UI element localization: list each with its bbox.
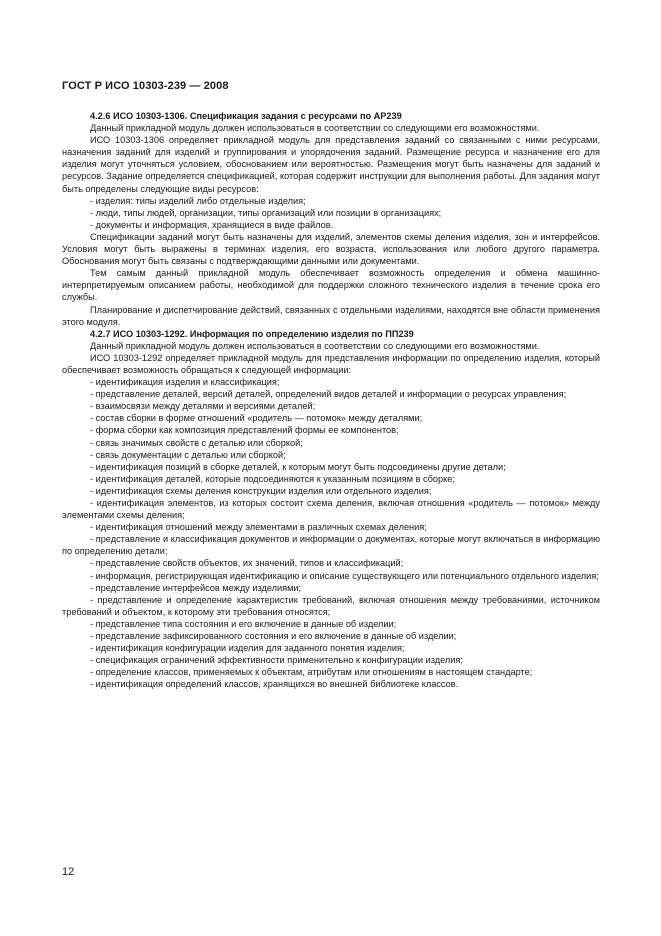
list-item: - представление деталей, версий деталей, определений видов деталей и информации о ресурсах управления;: [90, 389, 567, 400]
paragraph: Данный прикладной модуль должен использоваться в соответствии со следующими его возможностями.: [90, 123, 540, 134]
list-item: - определение классов, применяемых к объектам, атрибутам или отношениям в настоящем стандарте;: [90, 667, 533, 678]
list-item: - спецификация ограничений эффективности применительно к конфигурации изделия;: [90, 655, 463, 666]
list-item: - идентификация схемы деления конструкции изделия или отдельного изделия;: [90, 485, 432, 496]
list-item: - представление интерфейсов между изделиями;: [90, 582, 302, 593]
list-item: - идентификация отношений между элементами в различных схемах деления;: [90, 522, 427, 533]
list-item: - представление зафиксированного состояния и его включение в данные об изделии;: [90, 631, 457, 642]
list-item: - представление свойств объектов, их значений, типов и классификаций;: [90, 558, 404, 569]
list-item: - представление типа состояния и его включение в данные об изделии;: [90, 618, 397, 629]
paragraph: Данный прикладной модуль должен использоваться в соответствии со следующими его возможностями.: [90, 340, 540, 351]
section-heading: 4.2.6 ИСО 10303-1306. Спецификация задания с ресурсами по AP239: [90, 111, 402, 121]
list-item: - связь значимых свойств с деталью или сборкой;: [90, 437, 303, 448]
list-item: - люди, типы людей, организации, типы организаций или позиции в организациях;: [90, 207, 442, 218]
list-item: - документы и информация, хранящиеся в виде файлов.: [90, 219, 334, 230]
list-item: - идентификация деталей, которые подсоединяются к указанным позициям в сборке;: [90, 473, 455, 484]
section-heading: 4.2.7 ИСО 10303-1292. Информация по определению изделия по ПП239: [90, 328, 414, 339]
list-item: - форма сборки как композиция представлений формы ее компонентов;: [90, 425, 399, 436]
list-item: - представление и классификация документов и информации о документах, которые могут включаться в информацию по определению детали;: [62, 534, 600, 557]
list-item: - взаимосвязи между деталями и версиями деталей;: [90, 401, 316, 412]
document-header: ГОСТ Р ИСО 10303-239 — 2008: [62, 80, 229, 92]
list-item: - информация, регистрирующая идентификацию и описание существующего или потенциального отдельного изделия;: [90, 570, 599, 581]
list-item: - изделия: типы изделий либо отдельные изделия;: [90, 195, 306, 206]
list-item: - идентификация элементов, из которых состоит схема деления, включая отношения «родитель — потомок» между элементами схемы деления;: [62, 498, 600, 521]
list-item: - состав сборки в форме отношений «родитель — потомок» между деталями;: [90, 413, 423, 424]
list-item: - идентификация изделия и классификация;: [90, 377, 280, 388]
list-item: - идентификация определений классов, хранящихся во внешней библиотеке классов.: [90, 679, 459, 690]
list-item: - связь документации с деталью или сборкой;: [90, 449, 286, 460]
paragraph: ИСО 10303-1306 определяет прикладной модуль для представления заданий со связанными с ними ресурсами, назначения заданий для изделий и группирования и упорядочения заданий. Размещение ресурса и назначение его для изделия могут уточняться условием, обоснованием или вероятностью. Размещения могут быть назначены для заданий и ресурсов. Задание определяется спецификацией, которая содержит инструкции для выполнения работы. Для задания могут быть определены следующие виды ресурсов:: [62, 135, 600, 194]
page-number: 12: [62, 866, 75, 878]
paragraph: Планирование и диспетчирование действий, связанных с отдельными изделиями, находятся вне области применения этого модуля.: [62, 304, 600, 327]
list-item: - идентификация конфигурации изделия для заданного понятия изделия;: [90, 643, 405, 654]
paragraph: Спецификации заданий могут быть назначены для изделий, элементов схемы деления изделия, зон и интерфейсов. Условия могут быть выражены в терминах изделия, его возраста, использования или любого другого параметра. Обоснования могут быть связаны с подтверждающими данными или документами.: [62, 231, 600, 267]
document-body: [62, 110, 600, 691]
paragraph: Тем самым данный прикладной модуль обеспечивает возможность определения и обмена машинно-интерпретируемым описанием работы, необходимой для поддержки сложного технического изделия в течение срока его службы.: [62, 268, 600, 303]
list-item: - представление и определение характеристик требований, включая отношения между требованиями, источником требований и объектом, к которому эти требования относятся;: [62, 594, 600, 617]
paragraph: ИСО 10303-1292 определяет прикладной модуль для представления информации по определению изделия, который обеспечивает возможность обращаться к следующей информации:: [62, 352, 600, 375]
list-item: - идентификация позиций в сборке деталей, к которым могут быть подсоединены другие детали;: [90, 461, 506, 472]
